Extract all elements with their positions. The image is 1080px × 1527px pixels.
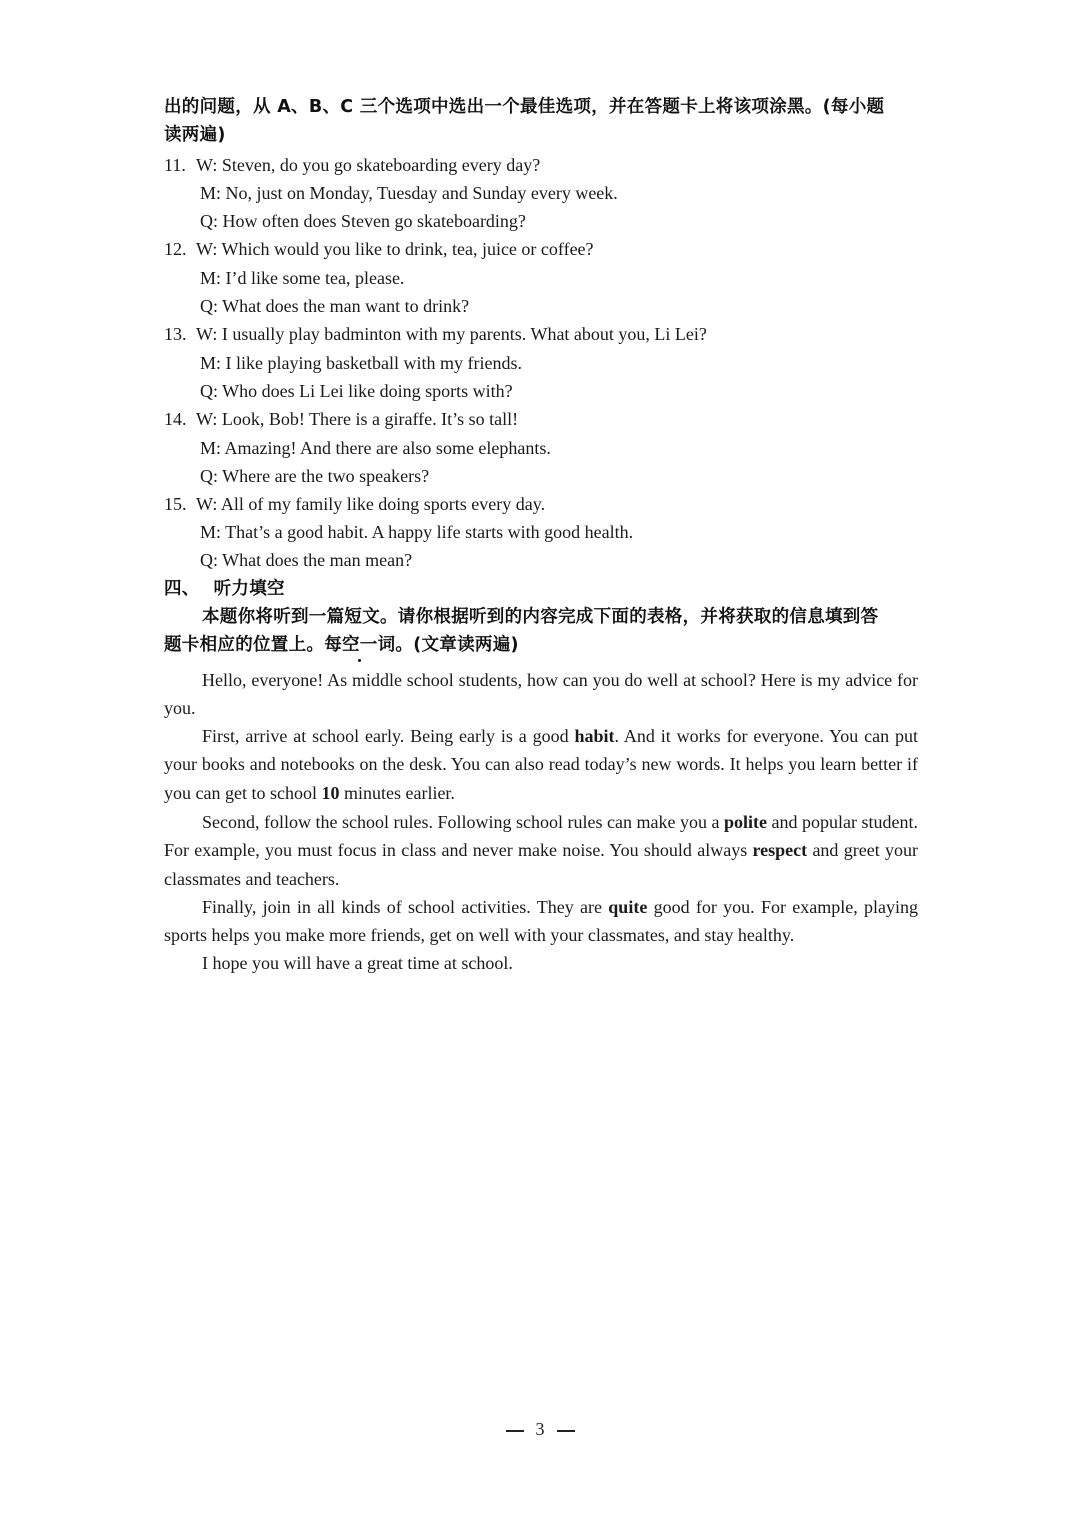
instruction-line: 读两遍) [164,125,226,145]
page-footer [0,1419,1080,1440]
dash-left [506,1430,524,1431]
dash-right [557,1430,575,1431]
dialogue-q-line: Q: What does the man want to drink? [200,296,470,316]
dialogue-q-line: Q: How often does Steven go skateboarding? [200,211,526,231]
dialogue-m-line: M: No, just on Monday, Tuesday and Sunday every week. [200,183,618,203]
question-number: 13. [164,324,187,344]
bold-answer-word: 10 [321,782,340,803]
question-number: 12. [164,239,187,259]
bold-answer-word: respect [752,840,808,861]
dialogue-w-line: 12. W: Which would you like to drink, tea, juice or coffee? [164,239,594,259]
bold-answer-word: polite [724,812,767,832]
dialogue-q-line: Q: Where are the two speakers? [200,466,430,486]
dialogue-q-line: Q: Who does Li Lei like doing sports with? [200,381,513,401]
emphasis-dotted-text: 每空一词 [324,635,396,655]
dialogue-q-line: Q: What does the man mean? [200,550,413,570]
passage-paragraph: First, arrive at school early. Being early is a good habit. And it works for everyone. You can put your books and notebooks on the desk. You can also read today’s new words. It helps you learn better if you can get to school 10 minutes earlier. [164,726,919,803]
bold-answer-word: habit [574,726,615,746]
bold-answer-word: quite [608,897,648,917]
section-instruction: 本题你将听到一篇短文。请你根据听到的内容完成下面的表格，并将获取的信息填到答 [202,607,879,627]
dialogue-w-line: 14. W: Look, Bob! There is a giraffe. It’s so tall! [164,409,519,429]
question-number: 14. [164,409,187,429]
dialogue-m-line: M: I’d like some tea, please. [200,268,405,288]
section-instruction: 题卡相应的位置上。每空一词。(文章读两遍) [164,635,519,655]
passage-paragraph: Finally, join in all kinds of school activities. They are quite good for you. For example, playing sports helps you make more friends, get on well with your classmates, and stay healthy. [164,897,918,946]
dialogue-w-line: 11. W: Steven, do you go skateboarding every day? [164,155,541,175]
section-heading: 四、 听力填空 [164,579,285,599]
page-number: 3 [535,1419,545,1439]
dialogue-m-line: M: I like playing basketball with my friends. [200,353,522,373]
passage-paragraph: Second, follow the school rules. Following school rules can make you a polite and popular student. For example, you must focus in class and never make noise. You should always respect and greet your classmates and teachers. [164,812,918,889]
dialogue-m-line: M: That’s a good habit. A happy life starts with good health. [200,522,634,542]
dialogue-w-line: 13. W: I usually play badminton with my parents. What about you, Li Lei? [164,324,707,344]
instruction-line: 出的问题，从 A、B、C 三个选项中选出一个最佳选项，并在答题卡上将该项涂黑。(每小题 [164,97,885,117]
passage-paragraph: Hello, everyone! As middle school students, how can you do well at school? Here is my advice for you. [164,670,918,719]
passage-paragraph: I hope you will have a great time at school. [202,953,513,973]
question-number: 15. [164,494,187,514]
question-number: 11. [164,155,186,175]
dialogue-m-line: M: Amazing! And there are also some elephants. [200,438,551,458]
dialogue-w-line: 15. W: All of my family like doing sports every day. [164,494,546,514]
